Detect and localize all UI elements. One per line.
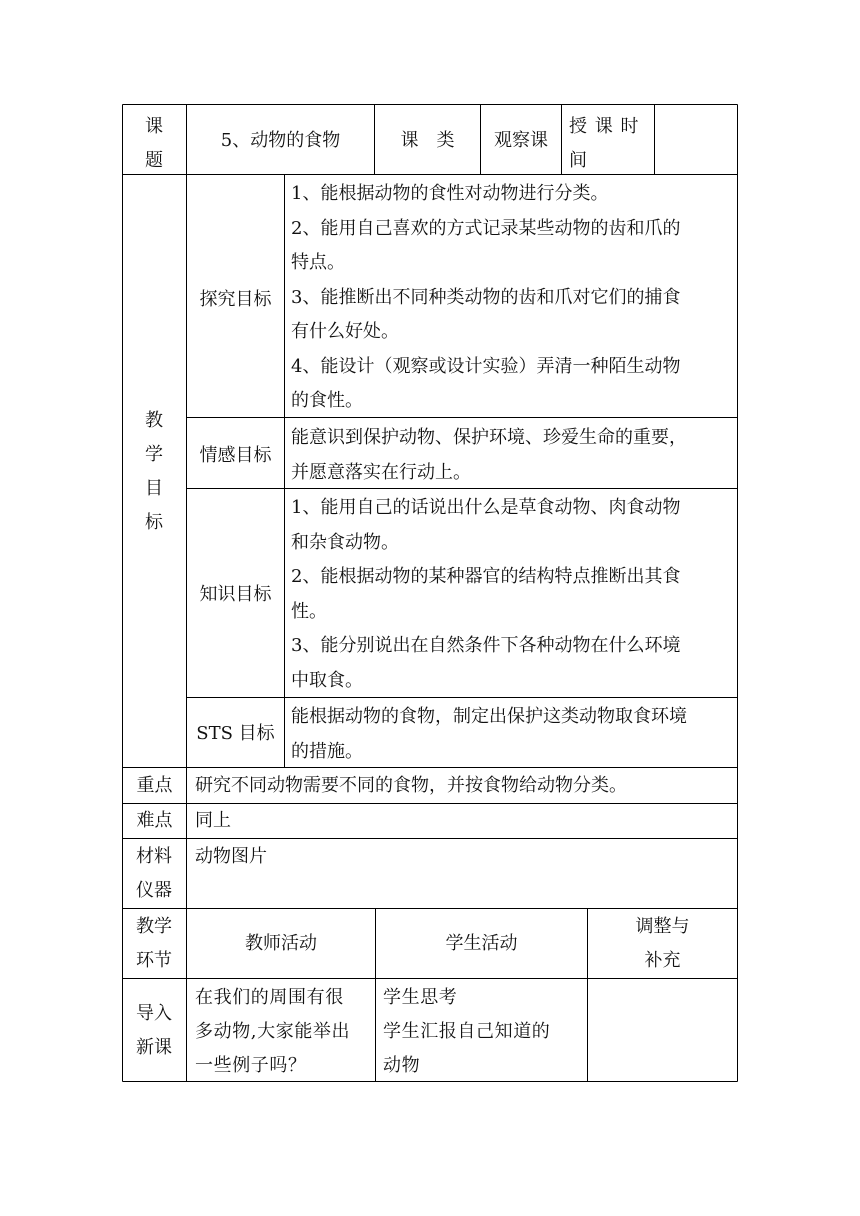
- objective-line: 3、能分别说出在自然条件下各种动物在什么环境: [291, 635, 681, 656]
- objective-line: 和杂食动物。: [291, 531, 399, 553]
- key-point-label: 重点: [136, 775, 173, 796]
- intro-student-activity: 学生思考 学生汇报自己知道的 动物: [383, 987, 551, 1076]
- objective-line: 3、能推断出不同种类动物的齿和爪对它们的捕食: [291, 286, 681, 308]
- key-point-value: 研究不同动物需要不同的食物，并按食物给动物分类。: [195, 775, 627, 796]
- intro-stage: 导入 新课: [136, 1003, 172, 1058]
- student-activity-header: 学生活动: [445, 933, 518, 954]
- objective-text-emotion: [291, 421, 687, 490]
- objective-line: 并愿意落实在行动上。: [291, 461, 471, 483]
- type-value: 观察课: [494, 130, 548, 151]
- objective-line: 1、能根据动物的食性对动物进行分类。: [291, 183, 609, 204]
- objective-text-inquiry: [291, 177, 680, 419]
- objective-label-emotion: 情感目标: [199, 445, 272, 466]
- lesson-label: 课 题: [145, 116, 163, 171]
- objective-line: 中取食。: [291, 669, 363, 691]
- lesson-title: 5、动物的食物: [220, 130, 341, 151]
- type-label: 课 类: [400, 130, 455, 151]
- adjust-header: 调整与 补充: [635, 916, 690, 971]
- teacher-activity-header: 教师活动: [245, 933, 317, 954]
- objective-line: 4、能设计（观察或设计实验）弄清一种陌生动物: [291, 355, 681, 377]
- objective-line: 的食性。: [291, 390, 363, 411]
- objective-line: 特点。: [291, 252, 345, 273]
- objective-line: 能意识到保护动物、保护环境、珍爱生命的重要，: [291, 427, 687, 448]
- time-label: 授 课 时 间: [569, 116, 639, 171]
- objective-line: 1、能用自己的话说出什么是草食动物、肉食动物: [291, 497, 681, 518]
- objective-label-inquiry: 探究目标: [199, 289, 272, 310]
- objective-line: 2、能用自己喜欢的方式记录某些动物的齿和爪的: [291, 217, 681, 239]
- difficulty-value: 同上: [195, 810, 231, 831]
- difficulty-label: 难点: [136, 810, 173, 831]
- objectives-section-label: 教 学 目 标: [145, 410, 163, 533]
- objective-line: 性。: [291, 600, 327, 622]
- objective-label-knowledge: 知识目标: [199, 584, 272, 605]
- objective-line: 2、能根据动物的某种器官的结构特点推断出其食: [291, 566, 681, 587]
- intro-teacher-activity: 在我们的周围有很 多动物,大家能举出 一些例子吗？: [195, 987, 351, 1076]
- objective-text-sts: [291, 700, 687, 769]
- objective-line: 有什么好处。: [291, 321, 399, 342]
- objective-line: 的措施。: [291, 740, 363, 762]
- materials-label: 材料 仪器: [136, 846, 172, 901]
- objective-line: 能根据动物的食物，制定出保护这类动物取食环境: [291, 706, 687, 727]
- stage-header: 教学 环节: [136, 916, 172, 971]
- objective-text-knowledge: [291, 491, 680, 698]
- objective-label-sts: STS 目标: [196, 723, 275, 744]
- materials-value: 动物图片: [195, 846, 267, 867]
